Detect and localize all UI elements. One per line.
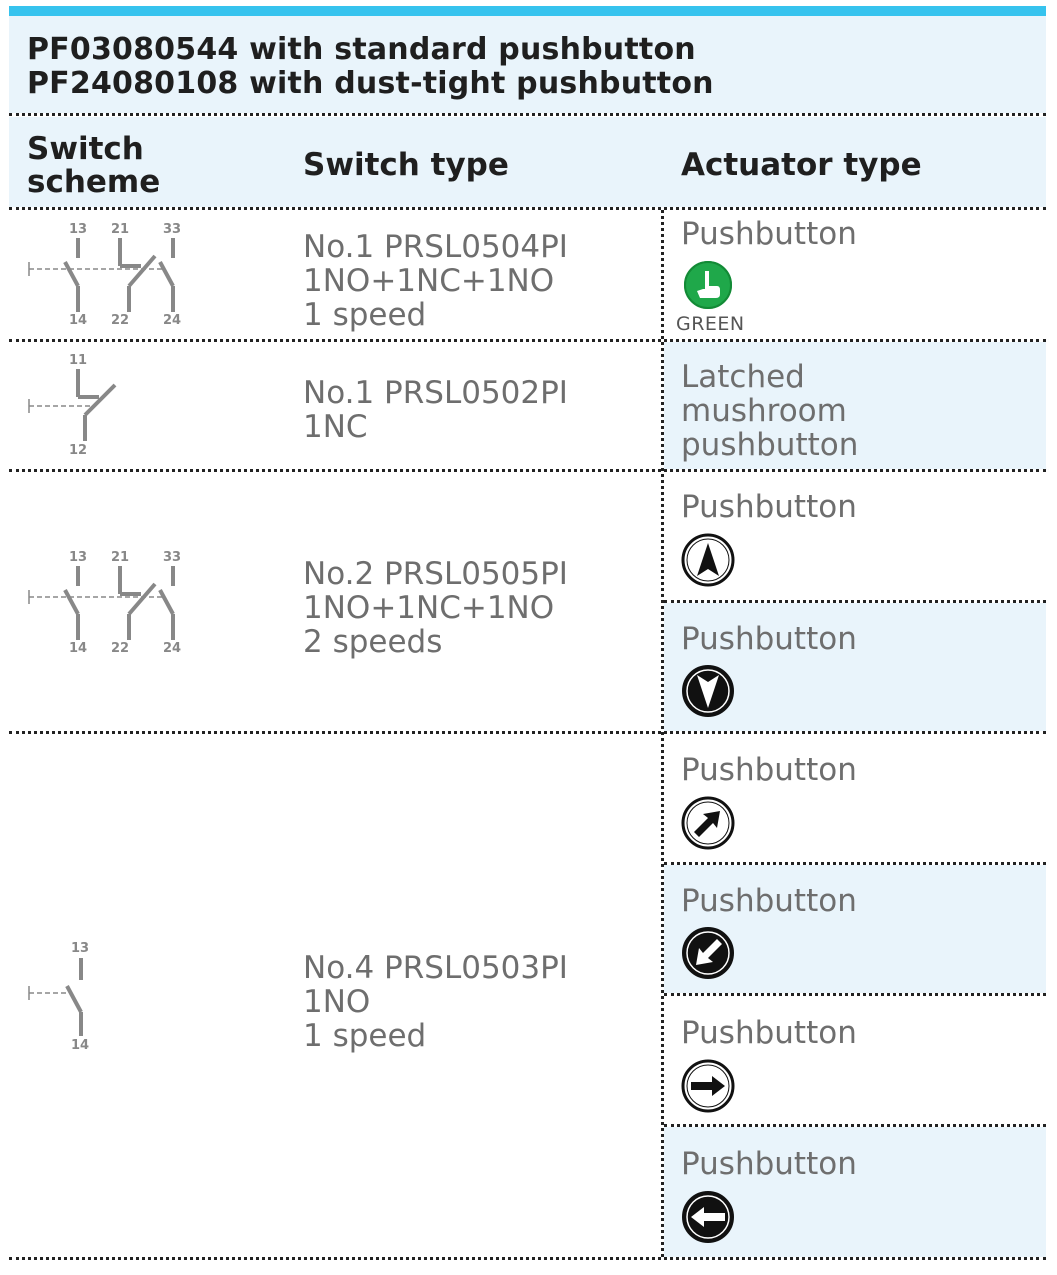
actuator-label: Pushbutton	[681, 621, 857, 657]
switch-type-line: 1NO+1NC+1NO	[303, 590, 555, 626]
switch-scheme-1nc	[23, 345, 143, 463]
switch-type-line: 1 speed	[303, 1018, 427, 1054]
svg-text:24: 24	[163, 313, 182, 328]
header-switch-scheme-1: Switch	[27, 131, 144, 167]
actuator-label: pushbutton	[681, 427, 859, 463]
switch-type-line: No.1 PRSL0502PI	[303, 375, 568, 411]
arrow-right-outline-icon	[681, 1059, 735, 1113]
actuator-cell	[664, 472, 1046, 600]
svg-text:14: 14	[69, 641, 88, 656]
switch-type-line: 1NO	[303, 984, 371, 1020]
svg-text:11: 11	[69, 353, 88, 368]
arrow-up-right-outline-icon	[681, 796, 735, 850]
switch-type-line: No.1 PRSL0504PI	[303, 229, 568, 265]
actuator-cell	[664, 603, 1046, 731]
svg-text:13: 13	[71, 941, 90, 956]
switch-type-line: No.2 PRSL0505PI	[303, 556, 568, 592]
arrow-up-outline-icon	[681, 533, 735, 587]
actuator-label: Pushbutton	[681, 216, 857, 252]
title-line-1: PF03080544 with standard pushbutton	[27, 32, 696, 67]
accent-bar	[9, 6, 1046, 16]
svg-text:33: 33	[163, 222, 182, 237]
actuator-label: Latched	[681, 359, 805, 395]
actuator-label: Pushbutton	[681, 489, 857, 525]
header-switch-type: Switch type	[303, 147, 509, 183]
actuator-cell	[664, 342, 1046, 469]
svg-text:14: 14	[69, 313, 88, 328]
product-table	[9, 0, 1046, 1262]
actuator-caption: GREEN	[676, 313, 745, 335]
svg-text:33: 33	[163, 550, 182, 565]
title-box	[9, 16, 1046, 113]
actuator-cell	[664, 734, 1046, 862]
svg-text:21: 21	[111, 222, 130, 237]
svg-text:13: 13	[69, 550, 88, 565]
actuator-cell	[664, 865, 1046, 993]
svg-text:22: 22	[111, 641, 130, 656]
svg-text:21: 21	[111, 550, 130, 565]
actuator-label: Pushbutton	[681, 1146, 857, 1182]
switch-scheme-1no-1nc-1no	[23, 542, 193, 660]
divider	[9, 113, 1046, 116]
svg-text:13: 13	[69, 222, 88, 237]
actuator-label: Pushbutton	[681, 883, 857, 919]
switch-type-line: 2 speeds	[303, 624, 443, 660]
actuator-label: mushroom	[681, 393, 847, 429]
header-actuator-type: Actuator type	[681, 147, 922, 183]
divider	[9, 1257, 1046, 1260]
switch-type-line: 1NC	[303, 409, 368, 445]
switch-type-line: 1NO+1NC+1NO	[303, 263, 555, 299]
green-hand-icon	[681, 258, 735, 312]
switch-type-line: No.4 PRSL0503PI	[303, 950, 568, 986]
table-header	[9, 117, 1046, 207]
svg-text:12: 12	[69, 443, 88, 458]
actuator-cell	[664, 210, 1046, 339]
switch-type-line: 1 speed	[303, 297, 427, 333]
svg-text:14: 14	[71, 1038, 90, 1053]
arrow-down-left-filled-icon	[681, 926, 735, 980]
header-switch-scheme-2: scheme	[27, 164, 161, 200]
svg-text:22: 22	[111, 313, 130, 328]
arrow-down-filled-icon	[681, 664, 735, 718]
svg-text:24: 24	[163, 641, 182, 656]
switch-scheme-1no-1nc-1no	[23, 214, 193, 332]
actuator-cell	[664, 1127, 1046, 1257]
actuator-label: Pushbutton	[681, 1015, 857, 1051]
title-line-2: PF24080108 with dust-tight pushbutton	[27, 66, 714, 101]
switch-scheme-1no	[23, 930, 143, 1060]
actuator-cell	[664, 996, 1046, 1124]
arrow-left-filled-icon	[681, 1190, 735, 1244]
actuator-label: Pushbutton	[681, 752, 857, 788]
